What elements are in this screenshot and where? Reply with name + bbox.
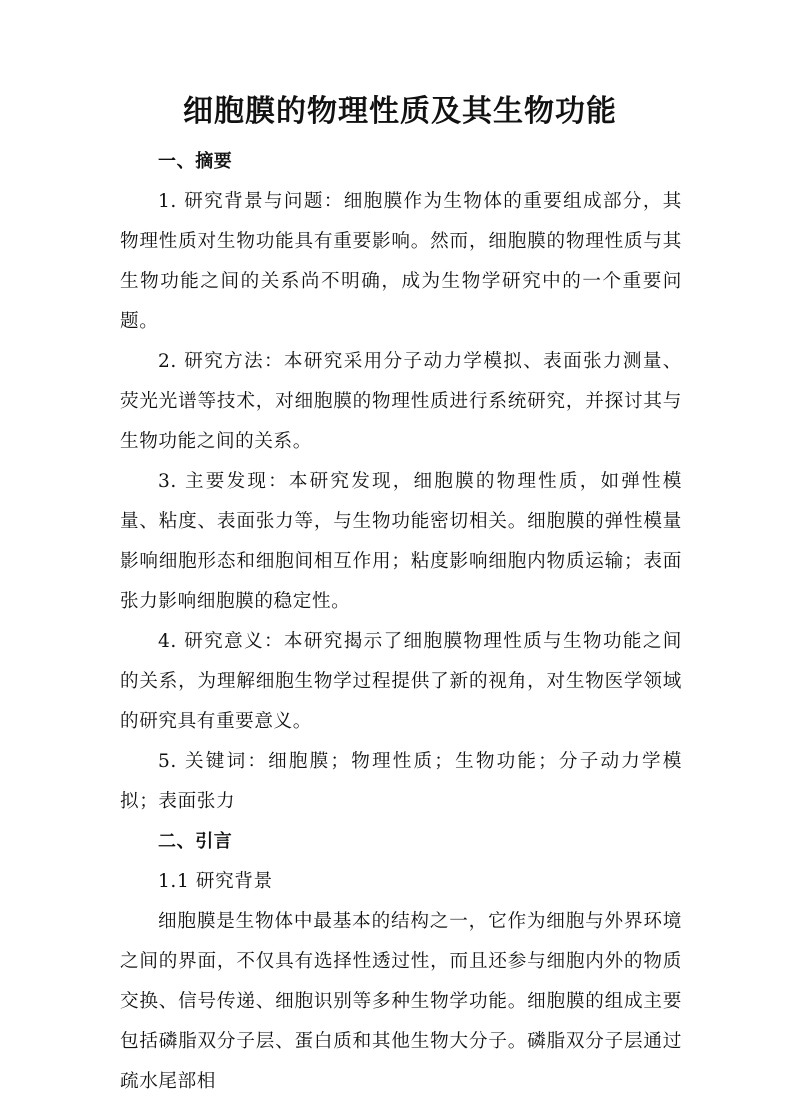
intro-paragraph: 细胞膜是生物体中最基本的结构之一，它作为细胞与外界环境之间的界面，不仅具有选择性透过性，而且还参与细胞内外的物质交换、信号传递、细胞识别等多种生物学功能。细胞膜的组成主要包括磷脂双分子层、蛋白质和其他生物大分子。磷脂双分子层通过疏水尾部相 <box>120 911 682 1092</box>
abstract-item-background: 1. 研究背景与问题：细胞膜作为生物体的重要组成部分，其物理性质对生物功能具有重要影响。然而，细胞膜的物理性质与其生物功能之间的关系尚不明确，成为生物学研究中的一个重要问题。 <box>120 191 682 332</box>
intro-sub-heading: 1.1 研究背景 <box>158 871 273 892</box>
document-title: 细胞膜的物理性质及其生物功能 <box>183 94 617 129</box>
abstract-item-keywords: 5. 关键词：细胞膜；物理性质；生物功能；分子动力学模拟；表面张力 <box>120 751 682 812</box>
abstract-item-findings: 3. 主要发现：本研究发现，细胞膜的物理性质，如弹性模量、粘度、表面张力等，与生物功能密切相关。细胞膜的弹性模量影响细胞形态和细胞间相互作用；粘度影响细胞内物质运输；表面张力影响细胞膜的稳定性。 <box>120 471 682 612</box>
document-body <box>120 142 682 1102</box>
intro-heading: 二、引言 <box>158 831 233 852</box>
abstract-item-methods: 2. 研究方法：本研究采用分子动力学模拟、表面张力测量、荧光光谱等技术，对细胞膜的物理性质进行系统研究，并探讨其与生物功能之间的关系。 <box>120 351 682 452</box>
abstract-item-significance: 4. 研究意义：本研究揭示了细胞膜物理性质与生物功能之间的关系，为理解细胞生物学过程提供了新的视角，对生物医学领域的研究具有重要意义。 <box>120 631 682 732</box>
abstract-heading: 一、摘要 <box>158 151 233 172</box>
